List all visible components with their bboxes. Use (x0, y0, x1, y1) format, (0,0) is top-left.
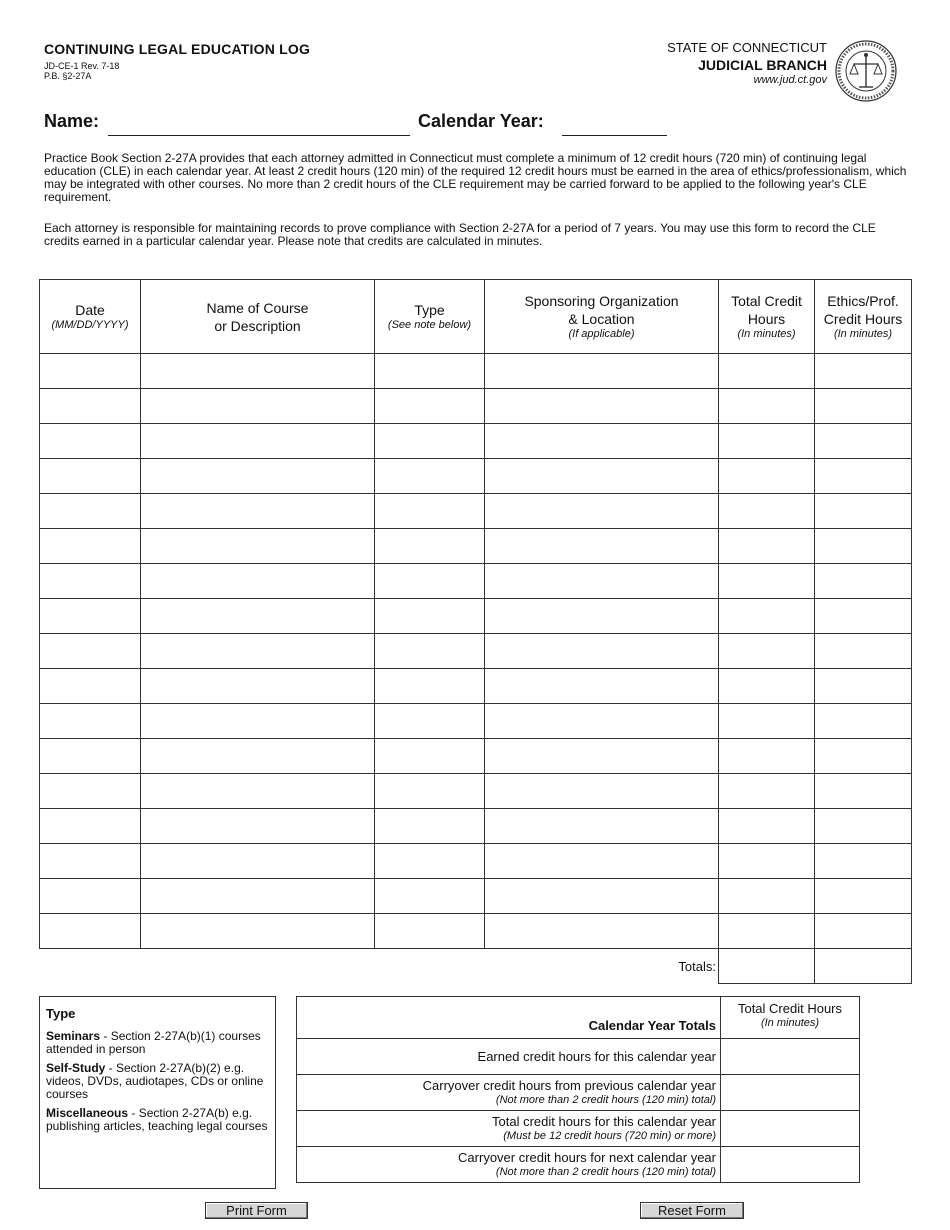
cyt-row-label (297, 1039, 721, 1075)
type-note-title: Type (46, 1006, 76, 1021)
date-input[interactable] (40, 879, 141, 914)
course-input[interactable] (141, 564, 375, 599)
table-row (40, 914, 912, 949)
table-row (40, 424, 912, 459)
type-input[interactable] (375, 424, 485, 459)
sponsor-input[interactable] (485, 459, 719, 494)
total-credit-input[interactable] (719, 844, 815, 879)
total-credit-input[interactable] (719, 634, 815, 669)
course-input[interactable] (141, 354, 375, 389)
branch-name: JUDICIAL BRANCH (698, 57, 827, 73)
cyt-row-note: (Not more than 2 credit hours (120 min) total) (495, 1094, 716, 1106)
table-row (40, 634, 912, 669)
ethics-credit-input[interactable] (815, 599, 912, 634)
ethics-credit-input[interactable] (815, 354, 912, 389)
sponsor-input[interactable] (485, 354, 719, 389)
cyt-row-carry-prev (297, 1075, 860, 1111)
form-title: CONTINUING LEGAL EDUCATION LOG (44, 41, 311, 57)
table-row (40, 774, 912, 809)
type-input[interactable] (375, 704, 485, 739)
cyt-row-carry-next (297, 1147, 860, 1183)
total-credit-input[interactable] (719, 494, 815, 529)
sponsor-input[interactable] (485, 494, 719, 529)
date-input[interactable] (40, 424, 141, 459)
course-input[interactable] (141, 634, 375, 669)
print-form-button[interactable]: Print Form (205, 1202, 308, 1219)
col-ethics-credit-label: Ethics/Prof. Credit Hours (823, 293, 903, 327)
form-id: JD-CE-1 Rev. 7-18 (44, 61, 120, 71)
col-date-label: Date (75, 302, 105, 318)
type-input[interactable] (375, 564, 485, 599)
col-type (375, 280, 485, 354)
col-sponsor (485, 280, 719, 354)
total-credit-input[interactable] (719, 564, 815, 599)
type-input[interactable] (375, 844, 485, 879)
table-row (40, 389, 912, 424)
col-type-sub: (See note below) (387, 319, 472, 331)
state-name: STATE OF CONNECTICUT (667, 40, 827, 55)
name-label: Name: (44, 111, 100, 131)
table-row (40, 529, 912, 564)
ethics-credit-input[interactable] (815, 704, 912, 739)
website: www.jud.ct.gov (753, 74, 827, 86)
calendar-year-totals-table (296, 996, 860, 1183)
cyt-row-label-text: Carryover credit hours from previous calendar year (422, 1078, 716, 1093)
type-input[interactable] (375, 634, 485, 669)
col-total-credit-sub: (In minutes) (737, 328, 796, 340)
type-desc: - Section 2-27A(b)(2) e.g. videos, DVDs, audiotapes, CDs or online courses (46, 1061, 264, 1101)
total-credit-input[interactable] (719, 529, 815, 564)
date-input[interactable] (40, 774, 141, 809)
col-course (141, 280, 375, 354)
total-credit-input[interactable] (719, 739, 815, 774)
course-input[interactable] (141, 424, 375, 459)
total-credit-input[interactable] (719, 669, 815, 704)
date-input[interactable] (40, 494, 141, 529)
table-row (40, 739, 912, 774)
total-credit-input[interactable] (719, 354, 815, 389)
sponsor-input[interactable] (485, 879, 719, 914)
course-input[interactable] (141, 529, 375, 564)
total-credit-input[interactable] (719, 809, 815, 844)
cyt-row-note: (Must be 12 credit hours (720 min) or more) (503, 1130, 716, 1142)
date-input[interactable] (40, 599, 141, 634)
total-credit-input[interactable] (719, 704, 815, 739)
course-input[interactable] (141, 844, 375, 879)
ethics-credit-input[interactable] (815, 529, 912, 564)
ethics-credit-input[interactable] (815, 809, 912, 844)
sponsor-input[interactable] (485, 529, 719, 564)
sponsor-input[interactable] (485, 669, 719, 704)
totals-row (40, 949, 912, 984)
total-credit-input[interactable] (719, 914, 815, 949)
type-input[interactable] (375, 354, 485, 389)
cle-log-table (39, 279, 912, 984)
date-input[interactable] (40, 669, 141, 704)
totals-ethics-input[interactable] (815, 949, 912, 984)
date-input[interactable] (40, 564, 141, 599)
type-input[interactable] (375, 914, 485, 949)
practice-book-ref: P.B. §2-27A (44, 71, 92, 81)
table-row (40, 704, 912, 739)
reset-form-button[interactable]: Reset Form (640, 1202, 744, 1219)
col-ethics-credit (815, 280, 912, 354)
type-name: Self-Study (46, 1061, 106, 1075)
carryover-prev-input[interactable] (721, 1075, 860, 1111)
sponsor-input[interactable] (485, 564, 719, 599)
type-input[interactable] (375, 809, 485, 844)
table-row (40, 599, 912, 634)
col-total-credit-label: Total Credit Hours (731, 293, 802, 327)
table-row (40, 354, 912, 389)
type-note-self-study (46, 1062, 275, 1101)
date-input[interactable] (40, 809, 141, 844)
col-course-label: Name of Course or Description (206, 299, 309, 334)
total-credit-input[interactable] (719, 424, 815, 459)
cyt-col-header (721, 997, 860, 1039)
cyt-row-total (297, 1111, 860, 1147)
ethics-credit-input[interactable] (815, 389, 912, 424)
col-sponsor-sub: (If applicable) (568, 328, 635, 340)
ethics-credit-input[interactable] (815, 459, 912, 494)
col-ethics-credit-sub: (In minutes) (833, 328, 893, 340)
cyt-row-note: (Not more than 2 credit hours (120 min) total) (495, 1166, 716, 1178)
type-input[interactable] (375, 669, 485, 704)
table-row (40, 879, 912, 914)
cyt-header-row (297, 997, 860, 1039)
course-input[interactable] (141, 704, 375, 739)
cyt-row-label (297, 1075, 721, 1111)
ethics-credit-input[interactable] (815, 669, 912, 704)
type-input[interactable] (375, 739, 485, 774)
cyt-title: Calendar Year Totals (297, 997, 721, 1039)
type-desc: - Section 2-27A(b) e.g. publishing articles, teaching legal courses (46, 1106, 268, 1133)
sponsor-input[interactable] (485, 809, 719, 844)
course-input[interactable] (141, 599, 375, 634)
calendar-year-label: Calendar Year: (418, 111, 544, 131)
course-input[interactable] (141, 494, 375, 529)
sponsor-input[interactable] (485, 634, 719, 669)
ethics-credit-input[interactable] (815, 494, 912, 529)
ethics-credit-input[interactable] (815, 739, 912, 774)
table-row (40, 494, 912, 529)
sponsor-input[interactable] (485, 704, 719, 739)
log-header-row (40, 280, 912, 354)
total-credit-input[interactable] (719, 879, 815, 914)
course-input[interactable] (141, 879, 375, 914)
course-input[interactable] (141, 739, 375, 774)
date-input[interactable] (40, 634, 141, 669)
table-row (40, 669, 912, 704)
table-row (40, 844, 912, 879)
date-input[interactable] (40, 704, 141, 739)
type-input[interactable] (375, 494, 485, 529)
totals-credit-input[interactable] (719, 949, 815, 984)
type-input[interactable] (375, 774, 485, 809)
total-credit-input[interactable] (719, 459, 815, 494)
ethics-credit-input[interactable] (815, 564, 912, 599)
date-input[interactable] (40, 914, 141, 949)
totals-label: Totals: (485, 949, 719, 984)
col-total-credit (719, 280, 815, 354)
type-input[interactable] (375, 529, 485, 564)
total-credit-input[interactable] (719, 599, 815, 634)
ethics-credit-input[interactable] (815, 844, 912, 879)
table-row (40, 809, 912, 844)
cyt-row-label-text: Carryover credit hours for next calendar year (458, 1150, 716, 1165)
cyt-col-sub: (In minutes) (760, 1017, 820, 1029)
type-note-box (39, 996, 276, 1189)
earned-hours-input[interactable] (721, 1039, 860, 1075)
col-type-label: Type (414, 302, 445, 318)
name-input[interactable] (108, 135, 410, 136)
type-input[interactable] (375, 599, 485, 634)
course-input[interactable] (141, 459, 375, 494)
ethics-credit-input[interactable] (815, 424, 912, 459)
course-input[interactable] (141, 809, 375, 844)
calendar-year-input[interactable] (562, 135, 667, 136)
date-input[interactable] (40, 459, 141, 494)
course-input[interactable] (141, 669, 375, 704)
sponsor-input[interactable] (485, 599, 719, 634)
date-input[interactable] (40, 529, 141, 564)
total-credit-input[interactable] (719, 389, 815, 424)
ethics-credit-input[interactable] (815, 634, 912, 669)
col-date-sub: (MM/DD/YYYY) (51, 319, 129, 331)
date-input[interactable] (40, 739, 141, 774)
date-input[interactable] (40, 354, 141, 389)
carryover-next-input[interactable] (721, 1147, 860, 1183)
type-desc: - Section 2-27A(b)(1) courses attended in person (46, 1029, 261, 1056)
date-input[interactable] (40, 389, 141, 424)
sponsor-input[interactable] (485, 774, 719, 809)
cyt-row-label (297, 1111, 721, 1147)
type-input[interactable] (375, 389, 485, 424)
total-credit-input[interactable] (719, 774, 815, 809)
type-name: Seminars (46, 1029, 101, 1043)
intro-paragraph-1: Practice Book Section 2-27A provides that each attorney admitted in Connecticut must complete a minimum of 12 credit hours (720 min) of continuing legal education (CLE) in each calendar year. At least 2 credit hours (120 min) of the required 12 credit hours must be earned in the area of ethics/professionalism, which may be integrated with other courses. No more than 2 credit hours of the CLE requirement may be carried forward to be applied to the following year's CLE requirement. (44, 151, 907, 204)
total-hours-input[interactable] (721, 1111, 860, 1147)
col-date (40, 280, 141, 354)
cyt-row-label-text: Earned credit hours for this calendar year (477, 1048, 716, 1064)
sponsor-input[interactable] (485, 914, 719, 949)
cyt-row-earned (297, 1039, 860, 1075)
sponsor-input[interactable] (485, 739, 719, 774)
type-note-miscellaneous (46, 1107, 275, 1133)
course-input[interactable] (141, 914, 375, 949)
type-note-seminars (46, 1030, 275, 1056)
ethics-credit-input[interactable] (815, 879, 912, 914)
table-row (40, 564, 912, 599)
totals-spacer (40, 949, 485, 984)
cyt-row-label-text: Total credit hours for this calendar year (492, 1114, 716, 1129)
sponsor-input[interactable] (485, 844, 719, 879)
type-name: Miscellaneous (46, 1106, 129, 1120)
state-seal-icon (835, 40, 897, 102)
sponsor-input[interactable] (485, 389, 719, 424)
ethics-credit-input[interactable] (815, 774, 912, 809)
cyt-row-label (297, 1147, 721, 1183)
type-input[interactable] (375, 879, 485, 914)
ethics-credit-input[interactable] (815, 914, 912, 949)
cyt-col-label: Total Credit Hours (737, 1001, 843, 1016)
type-input[interactable] (375, 459, 485, 494)
col-sponsor-label: Sponsoring Organization & Location (524, 293, 679, 327)
table-row (40, 459, 912, 494)
date-input[interactable] (40, 844, 141, 879)
course-input[interactable] (141, 774, 375, 809)
course-input[interactable] (141, 389, 375, 424)
sponsor-input[interactable] (485, 424, 719, 459)
intro-paragraph-2: Each attorney is responsible for maintaining records to prove compliance with Section 2-27A for a period of 7 years. You may use this form to record the CLE credits earned in a particular calendar year. Please note that credits are calculated in minutes. (44, 221, 876, 248)
